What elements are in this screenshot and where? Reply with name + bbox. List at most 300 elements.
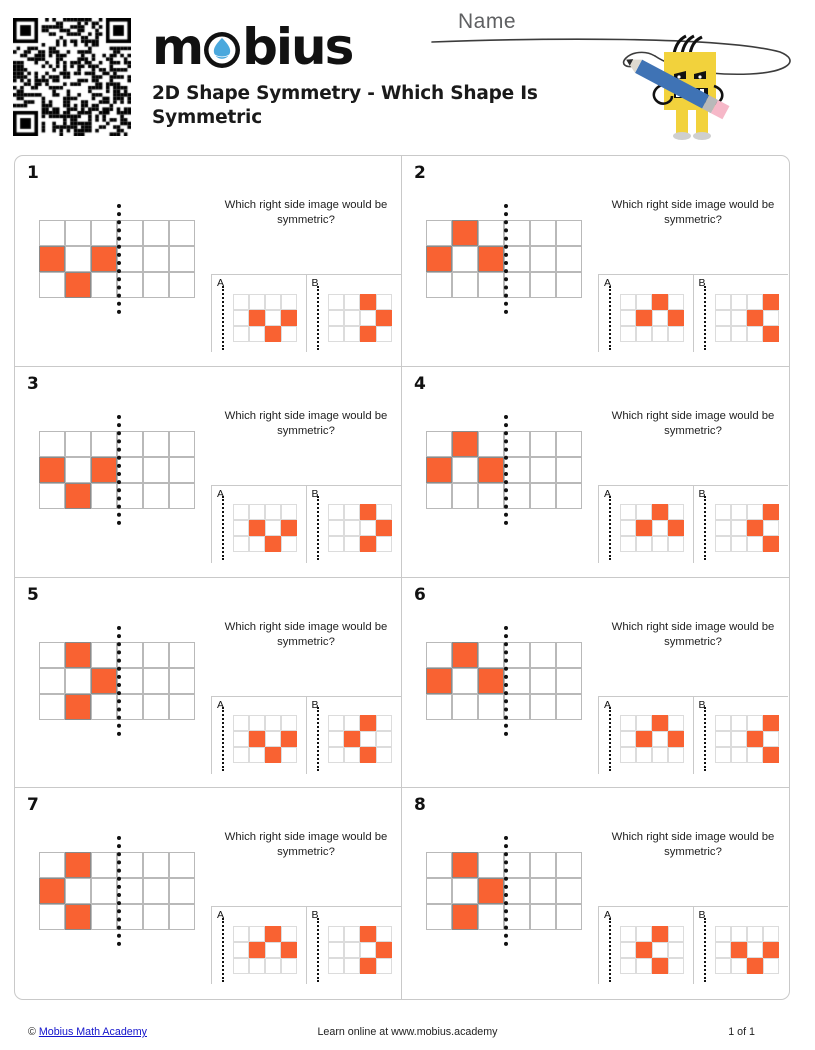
question-prompt: Which right side image would be symmetric? bbox=[224, 620, 388, 648]
option-cell-empty bbox=[731, 715, 747, 731]
option-cell-filled bbox=[281, 520, 297, 536]
option-mirror-line bbox=[222, 496, 224, 560]
mirror-line bbox=[117, 415, 121, 525]
option-cell-filled bbox=[652, 958, 668, 974]
grid-cell-empty[interactable] bbox=[556, 483, 582, 509]
grid-cell-filled[interactable] bbox=[426, 246, 452, 272]
option-cell-filled bbox=[747, 958, 763, 974]
option-cell-empty bbox=[715, 731, 731, 747]
option-cell-filled bbox=[652, 926, 668, 942]
answer-option-a[interactable] bbox=[599, 907, 694, 984]
option-cell-empty bbox=[328, 536, 344, 552]
grid-cell-empty[interactable] bbox=[39, 904, 65, 930]
grid-cell-empty[interactable] bbox=[65, 668, 91, 694]
grid-cell-empty[interactable] bbox=[556, 878, 582, 904]
answer-option-a[interactable] bbox=[212, 275, 307, 352]
answer-option-b[interactable] bbox=[307, 275, 402, 352]
option-cell-empty bbox=[376, 294, 392, 310]
main-shape-grid bbox=[426, 642, 582, 720]
grid-cell-empty[interactable] bbox=[478, 431, 504, 457]
grid-cell-empty[interactable] bbox=[530, 431, 556, 457]
option-cell-empty bbox=[763, 310, 779, 326]
grid-cell-filled[interactable] bbox=[65, 272, 91, 298]
grid-cell-empty[interactable] bbox=[65, 457, 91, 483]
grid-cell-empty[interactable] bbox=[169, 457, 195, 483]
grid-cell-empty[interactable] bbox=[91, 431, 117, 457]
grid-cell-empty[interactable] bbox=[452, 272, 478, 298]
option-cell-empty bbox=[715, 926, 731, 942]
option-cell-empty bbox=[344, 926, 360, 942]
option-cell-empty bbox=[265, 715, 281, 731]
option-label: A bbox=[217, 487, 225, 500]
option-cell-empty bbox=[233, 731, 249, 747]
mirror-line bbox=[117, 836, 121, 946]
option-cell-empty bbox=[715, 747, 731, 763]
option-cell-filled bbox=[360, 326, 376, 342]
option-cell-empty bbox=[265, 731, 281, 747]
grid-cell-empty[interactable] bbox=[478, 483, 504, 509]
logo-text-before: m bbox=[152, 18, 203, 76]
grid-cell-empty[interactable] bbox=[452, 878, 478, 904]
option-cell-empty bbox=[747, 536, 763, 552]
grid-cell-empty[interactable] bbox=[143, 483, 169, 509]
grid-cell-empty[interactable] bbox=[556, 246, 582, 272]
grid-cell-empty[interactable] bbox=[452, 457, 478, 483]
option-label: A bbox=[604, 277, 612, 289]
name-area bbox=[420, 8, 805, 148]
option-cell-empty bbox=[715, 958, 731, 974]
answer-option-b[interactable] bbox=[694, 907, 789, 984]
grid-cell-empty[interactable] bbox=[169, 272, 195, 298]
grid-cell-filled[interactable] bbox=[65, 694, 91, 720]
grid-cell-empty[interactable] bbox=[426, 220, 452, 246]
grid-cell-empty[interactable] bbox=[169, 246, 195, 272]
grid-cell-empty[interactable] bbox=[143, 457, 169, 483]
answer-option-a[interactable] bbox=[212, 486, 307, 563]
grid-cell-empty[interactable] bbox=[39, 483, 65, 509]
grid-cell-empty[interactable] bbox=[39, 220, 65, 246]
mirror-line bbox=[504, 836, 508, 946]
option-cell-empty bbox=[249, 747, 265, 763]
option-cell-empty bbox=[763, 731, 779, 747]
question-card bbox=[15, 788, 402, 999]
grid-cell-filled[interactable] bbox=[452, 431, 478, 457]
option-shape-grid bbox=[715, 294, 779, 342]
grid-cell-empty[interactable] bbox=[452, 483, 478, 509]
grid-cell-empty[interactable] bbox=[143, 642, 169, 668]
main-shape-grid bbox=[426, 220, 582, 298]
grid-cell-filled[interactable] bbox=[39, 878, 65, 904]
option-cell-empty bbox=[281, 926, 297, 942]
mobius-math-academy-link[interactable]: Mobius Math Academy bbox=[38, 1026, 147, 1038]
question-card bbox=[402, 367, 789, 578]
answer-option-b[interactable] bbox=[307, 907, 402, 984]
grid-cell-empty[interactable] bbox=[556, 220, 582, 246]
question-prompt: Which right side image would be symmetric? bbox=[611, 831, 775, 859]
answer-option-b[interactable] bbox=[694, 697, 789, 774]
option-cell-empty bbox=[620, 715, 636, 731]
option-cell-empty bbox=[636, 504, 652, 520]
option-cell-empty bbox=[360, 520, 376, 536]
grid-cell-empty[interactable] bbox=[169, 878, 195, 904]
option-cell-empty bbox=[360, 942, 376, 958]
option-cell-empty bbox=[376, 536, 392, 552]
option-cell-empty bbox=[763, 926, 779, 942]
option-cell-empty bbox=[668, 326, 684, 342]
question-card bbox=[15, 578, 402, 789]
option-cell-empty bbox=[620, 520, 636, 536]
main-shape-grid bbox=[426, 852, 582, 930]
grid-cell-empty[interactable] bbox=[556, 694, 582, 720]
option-label: A bbox=[217, 698, 225, 711]
grid-cell-empty[interactable] bbox=[530, 272, 556, 298]
main-shape-grid bbox=[39, 642, 195, 720]
option-cell-empty bbox=[344, 715, 360, 731]
option-cell-empty bbox=[344, 504, 360, 520]
option-cell-filled bbox=[763, 536, 779, 552]
grid-cell-filled[interactable] bbox=[65, 642, 91, 668]
grid-cell-empty[interactable] bbox=[143, 431, 169, 457]
option-cell-empty bbox=[376, 926, 392, 942]
option-cell-empty bbox=[668, 536, 684, 552]
option-cell-empty bbox=[265, 294, 281, 310]
option-cell-empty bbox=[233, 310, 249, 326]
question-number: 1 bbox=[27, 163, 39, 183]
grid-cell-filled[interactable] bbox=[426, 668, 452, 694]
page-footer bbox=[0, 1022, 815, 1046]
option-cell-empty bbox=[715, 504, 731, 520]
grid-cell-empty[interactable] bbox=[143, 272, 169, 298]
option-cell-empty bbox=[763, 520, 779, 536]
mirror-line bbox=[504, 626, 508, 736]
grid-cell-empty[interactable] bbox=[478, 220, 504, 246]
option-cell-filled bbox=[360, 747, 376, 763]
grid-cell-empty[interactable] bbox=[530, 694, 556, 720]
answer-option-b[interactable] bbox=[694, 275, 789, 352]
option-label: B bbox=[311, 487, 319, 500]
worksheet-question-grid bbox=[14, 155, 790, 1000]
option-cell-empty bbox=[233, 326, 249, 342]
option-cell-filled bbox=[265, 747, 281, 763]
option-mirror-line bbox=[704, 286, 706, 350]
option-cell-filled bbox=[249, 310, 265, 326]
grid-cell-empty[interactable] bbox=[91, 272, 117, 298]
grid-cell-filled[interactable] bbox=[426, 457, 452, 483]
grid-cell-filled[interactable] bbox=[452, 904, 478, 930]
option-cell-filled bbox=[265, 536, 281, 552]
grid-cell-empty[interactable] bbox=[478, 642, 504, 668]
option-cell-filled bbox=[763, 504, 779, 520]
answer-options bbox=[211, 274, 401, 352]
grid-cell-empty[interactable] bbox=[39, 668, 65, 694]
grid-cell-empty[interactable] bbox=[169, 483, 195, 509]
grid-cell-empty[interactable] bbox=[169, 668, 195, 694]
answer-options bbox=[598, 696, 788, 774]
option-cell-empty bbox=[344, 310, 360, 326]
grid-cell-empty[interactable] bbox=[426, 694, 452, 720]
option-cell-empty bbox=[376, 715, 392, 731]
grid-cell-empty[interactable] bbox=[91, 694, 117, 720]
answer-option-a[interactable] bbox=[212, 697, 307, 774]
option-cell-empty bbox=[376, 326, 392, 342]
grid-cell-empty[interactable] bbox=[91, 878, 117, 904]
option-cell-filled bbox=[376, 520, 392, 536]
option-cell-empty bbox=[652, 536, 668, 552]
grid-cell-filled[interactable] bbox=[39, 246, 65, 272]
grid-cell-empty[interactable] bbox=[169, 904, 195, 930]
option-cell-filled bbox=[763, 294, 779, 310]
grid-cell-empty[interactable] bbox=[426, 852, 452, 878]
grid-cell-filled[interactable] bbox=[65, 483, 91, 509]
grid-cell-empty[interactable] bbox=[556, 904, 582, 930]
answer-option-b[interactable] bbox=[307, 486, 402, 563]
option-cell-empty bbox=[328, 747, 344, 763]
grid-cell-empty[interactable] bbox=[530, 246, 556, 272]
grid-cell-empty[interactable] bbox=[556, 272, 582, 298]
option-label: B bbox=[698, 277, 706, 289]
option-mirror-line bbox=[317, 707, 319, 771]
option-cell-empty bbox=[376, 747, 392, 763]
option-cell-empty bbox=[731, 294, 747, 310]
grid-cell-empty[interactable] bbox=[143, 852, 169, 878]
grid-cell-empty[interactable] bbox=[91, 220, 117, 246]
option-cell-filled bbox=[668, 731, 684, 747]
option-cell-empty bbox=[233, 504, 249, 520]
grid-cell-filled[interactable] bbox=[91, 246, 117, 272]
answer-option-a[interactable] bbox=[599, 486, 694, 563]
grid-cell-empty[interactable] bbox=[426, 878, 452, 904]
option-shape-grid bbox=[233, 294, 297, 342]
option-cell-empty bbox=[249, 294, 265, 310]
grid-cell-filled[interactable] bbox=[452, 220, 478, 246]
grid-cell-empty[interactable] bbox=[65, 878, 91, 904]
grid-cell-empty[interactable] bbox=[530, 457, 556, 483]
option-cell-empty bbox=[731, 958, 747, 974]
option-cell-empty bbox=[636, 747, 652, 763]
grid-cell-empty[interactable] bbox=[143, 246, 169, 272]
page-title: 2D Shape Symmetry - Which Shape Is Symmetric bbox=[152, 83, 538, 128]
option-label: B bbox=[311, 909, 319, 922]
grid-cell-empty[interactable] bbox=[169, 220, 195, 246]
option-cell-empty bbox=[731, 731, 747, 747]
option-cell-empty bbox=[281, 326, 297, 342]
grid-cell-empty[interactable] bbox=[556, 642, 582, 668]
grid-cell-filled[interactable] bbox=[452, 642, 478, 668]
option-cell-empty bbox=[715, 294, 731, 310]
option-cell-empty bbox=[344, 326, 360, 342]
grid-cell-empty[interactable] bbox=[530, 220, 556, 246]
grid-cell-empty[interactable] bbox=[65, 246, 91, 272]
copyright-symbol: © bbox=[28, 1026, 36, 1038]
option-cell-empty bbox=[233, 536, 249, 552]
mobius-droplet-icon bbox=[203, 31, 241, 69]
option-cell-filled bbox=[763, 747, 779, 763]
option-shape-grid bbox=[715, 926, 779, 974]
mascot-illustration bbox=[616, 30, 746, 145]
answer-option-b[interactable] bbox=[694, 486, 789, 563]
grid-cell-empty[interactable] bbox=[91, 852, 117, 878]
answer-option-a[interactable] bbox=[599, 275, 694, 352]
grid-cell-filled[interactable] bbox=[91, 668, 117, 694]
option-cell-empty bbox=[376, 731, 392, 747]
option-cell-empty bbox=[747, 504, 763, 520]
grid-cell-empty[interactable] bbox=[452, 668, 478, 694]
option-cell-empty bbox=[233, 926, 249, 942]
grid-cell-empty[interactable] bbox=[65, 220, 91, 246]
option-cell-empty bbox=[668, 747, 684, 763]
option-cell-filled bbox=[249, 731, 265, 747]
option-label: B bbox=[698, 698, 706, 711]
grid-cell-empty[interactable] bbox=[426, 431, 452, 457]
grid-cell-empty[interactable] bbox=[39, 272, 65, 298]
page-header bbox=[0, 0, 815, 150]
option-cell-empty bbox=[328, 504, 344, 520]
option-label: A bbox=[604, 909, 612, 922]
option-cell-empty bbox=[233, 958, 249, 974]
option-cell-empty bbox=[747, 926, 763, 942]
grid-cell-empty[interactable] bbox=[143, 694, 169, 720]
grid-cell-empty[interactable] bbox=[39, 431, 65, 457]
grid-cell-empty[interactable] bbox=[556, 431, 582, 457]
grid-cell-filled[interactable] bbox=[478, 246, 504, 272]
option-cell-empty bbox=[652, 747, 668, 763]
option-cell-empty bbox=[328, 942, 344, 958]
grid-cell-empty[interactable] bbox=[65, 431, 91, 457]
option-cell-filled bbox=[376, 942, 392, 958]
grid-cell-empty[interactable] bbox=[169, 642, 195, 668]
option-cell-empty bbox=[731, 536, 747, 552]
grid-cell-empty[interactable] bbox=[39, 852, 65, 878]
option-cell-filled bbox=[360, 504, 376, 520]
option-shape-grid bbox=[233, 926, 297, 974]
grid-cell-empty[interactable] bbox=[530, 483, 556, 509]
option-cell-filled bbox=[731, 942, 747, 958]
grid-cell-empty[interactable] bbox=[478, 904, 504, 930]
option-label: B bbox=[698, 909, 706, 922]
grid-cell-empty[interactable] bbox=[143, 668, 169, 694]
answer-option-a[interactable] bbox=[212, 907, 307, 984]
option-cell-empty bbox=[376, 958, 392, 974]
grid-cell-empty[interactable] bbox=[39, 694, 65, 720]
grid-cell-empty[interactable] bbox=[426, 642, 452, 668]
grid-cell-empty[interactable] bbox=[426, 904, 452, 930]
grid-cell-filled[interactable] bbox=[39, 457, 65, 483]
option-cell-empty bbox=[281, 504, 297, 520]
option-cell-filled bbox=[265, 926, 281, 942]
option-cell-empty bbox=[233, 942, 249, 958]
grid-cell-empty[interactable] bbox=[556, 852, 582, 878]
option-mirror-line bbox=[317, 918, 319, 982]
option-cell-filled bbox=[360, 715, 376, 731]
option-cell-empty bbox=[233, 520, 249, 536]
grid-cell-empty[interactable] bbox=[478, 272, 504, 298]
option-cell-empty bbox=[249, 326, 265, 342]
grid-cell-empty[interactable] bbox=[426, 272, 452, 298]
grid-cell-filled[interactable] bbox=[478, 457, 504, 483]
grid-cell-filled[interactable] bbox=[91, 457, 117, 483]
grid-cell-empty[interactable] bbox=[169, 852, 195, 878]
grid-cell-empty[interactable] bbox=[452, 694, 478, 720]
grid-cell-empty[interactable] bbox=[556, 457, 582, 483]
option-cell-empty bbox=[747, 715, 763, 731]
option-cell-empty bbox=[620, 326, 636, 342]
option-cell-empty bbox=[344, 942, 360, 958]
option-shape-grid bbox=[328, 294, 392, 342]
grid-cell-empty[interactable] bbox=[169, 431, 195, 457]
question-prompt: Which right side image would be symmetric? bbox=[611, 409, 775, 437]
grid-cell-empty[interactable] bbox=[530, 642, 556, 668]
grid-cell-empty[interactable] bbox=[426, 483, 452, 509]
option-cell-filled bbox=[636, 731, 652, 747]
option-mirror-line bbox=[704, 707, 706, 771]
option-shape-grid bbox=[620, 926, 684, 974]
option-cell-filled bbox=[360, 294, 376, 310]
grid-cell-empty[interactable] bbox=[143, 878, 169, 904]
option-cell-filled bbox=[376, 310, 392, 326]
answer-option-b[interactable] bbox=[307, 697, 402, 774]
option-cell-empty bbox=[652, 942, 668, 958]
option-cell-empty bbox=[620, 294, 636, 310]
grid-cell-filled[interactable] bbox=[65, 852, 91, 878]
grid-cell-filled[interactable] bbox=[478, 668, 504, 694]
option-cell-filled bbox=[360, 926, 376, 942]
option-mirror-line bbox=[222, 707, 224, 771]
option-cell-empty bbox=[731, 310, 747, 326]
grid-cell-empty[interactable] bbox=[530, 668, 556, 694]
option-cell-empty bbox=[747, 747, 763, 763]
name-field-label: Name bbox=[458, 10, 517, 33]
grid-cell-empty[interactable] bbox=[169, 694, 195, 720]
option-cell-empty bbox=[747, 942, 763, 958]
grid-cell-empty[interactable] bbox=[530, 878, 556, 904]
option-cell-empty bbox=[233, 715, 249, 731]
option-cell-empty bbox=[328, 926, 344, 942]
grid-cell-empty[interactable] bbox=[91, 483, 117, 509]
option-cell-empty bbox=[281, 294, 297, 310]
question-card bbox=[402, 578, 789, 789]
grid-cell-empty[interactable] bbox=[530, 904, 556, 930]
grid-cell-filled[interactable] bbox=[452, 852, 478, 878]
option-cell-empty bbox=[281, 536, 297, 552]
grid-cell-empty[interactable] bbox=[91, 642, 117, 668]
question-number: 6 bbox=[414, 584, 426, 605]
option-cell-empty bbox=[652, 731, 668, 747]
grid-cell-empty[interactable] bbox=[91, 904, 117, 930]
grid-cell-filled[interactable] bbox=[478, 878, 504, 904]
option-cell-empty bbox=[668, 942, 684, 958]
grid-cell-empty[interactable] bbox=[452, 246, 478, 272]
question-card bbox=[15, 156, 402, 367]
grid-cell-empty[interactable] bbox=[39, 642, 65, 668]
grid-cell-empty[interactable] bbox=[556, 668, 582, 694]
main-shape-grid bbox=[39, 431, 195, 509]
option-cell-empty bbox=[636, 536, 652, 552]
option-shape-grid bbox=[620, 294, 684, 342]
option-mirror-line bbox=[609, 286, 611, 350]
grid-cell-empty[interactable] bbox=[478, 852, 504, 878]
grid-cell-filled[interactable] bbox=[65, 904, 91, 930]
option-label: A bbox=[604, 487, 612, 500]
question-number: 5 bbox=[27, 584, 39, 605]
grid-cell-empty[interactable] bbox=[530, 852, 556, 878]
question-number: 7 bbox=[27, 795, 39, 816]
answer-option-a[interactable] bbox=[599, 697, 694, 774]
option-cell-empty bbox=[636, 715, 652, 731]
grid-cell-empty[interactable] bbox=[143, 220, 169, 246]
option-cell-empty bbox=[281, 715, 297, 731]
grid-cell-empty[interactable] bbox=[143, 904, 169, 930]
grid-cell-empty[interactable] bbox=[478, 694, 504, 720]
